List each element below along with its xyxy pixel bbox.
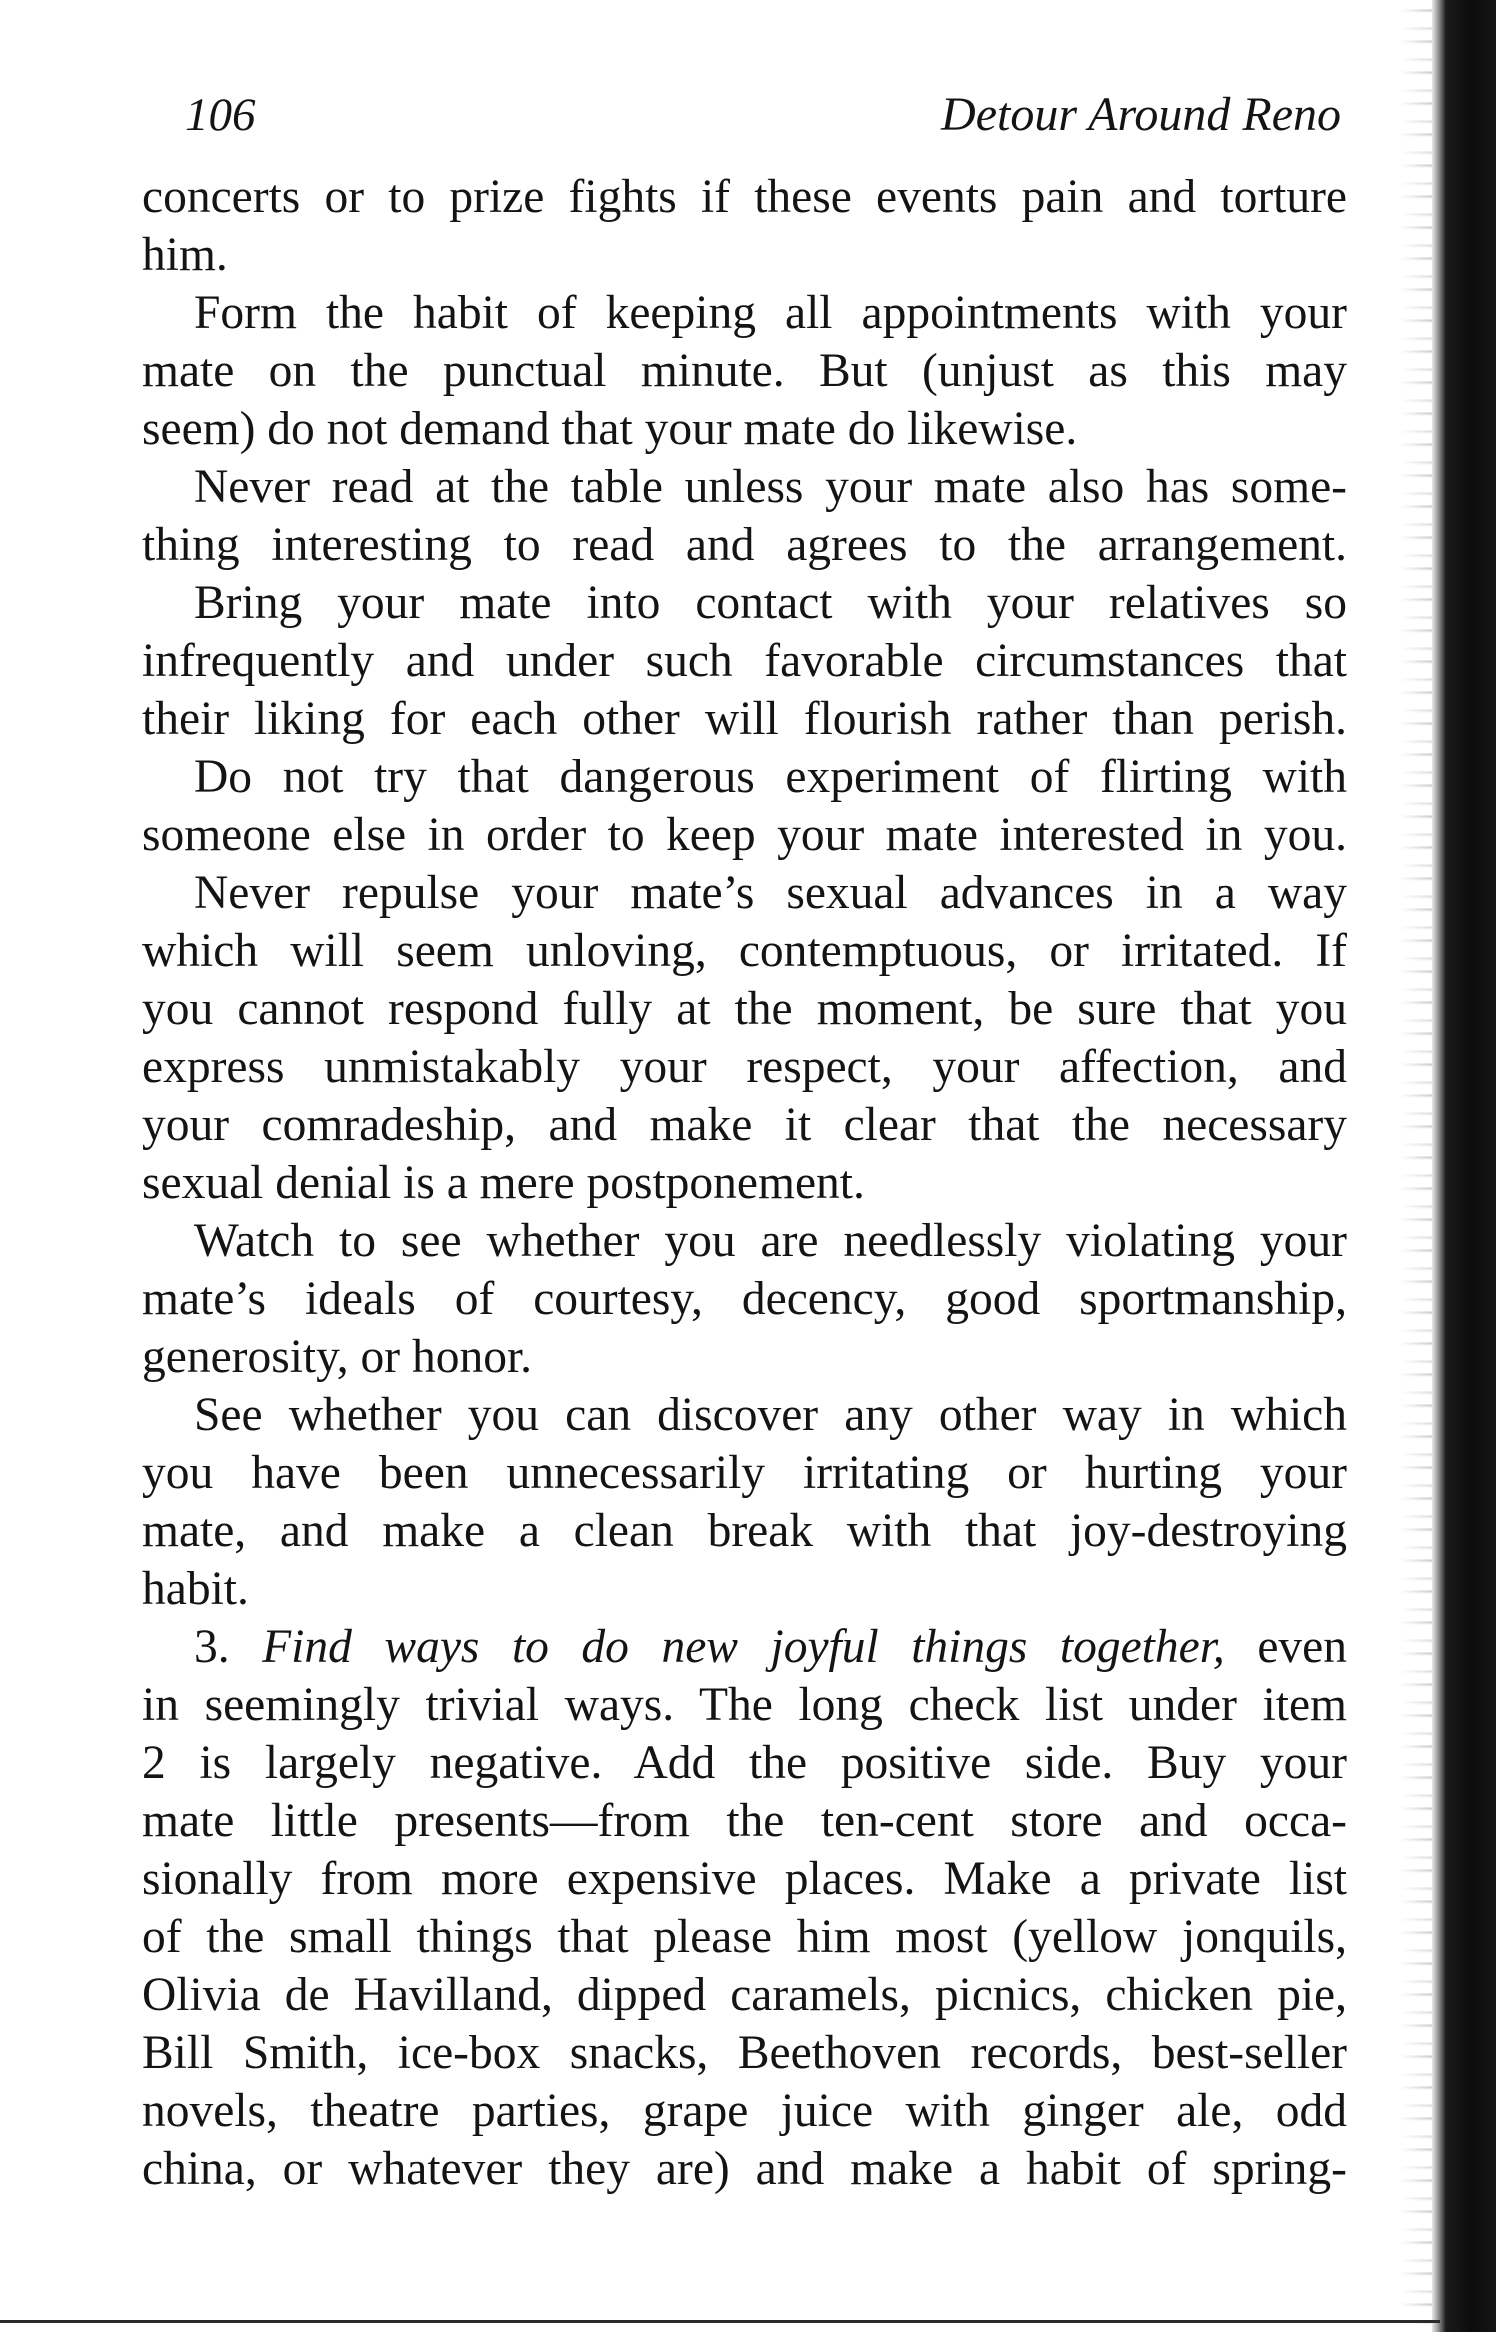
text-line: infrequently and under such favorable circumstances that bbox=[142, 635, 1347, 687]
text-line: mate, and make a clean break with that joy-destroying bbox=[142, 1505, 1347, 1557]
text-line: habit. bbox=[142, 1563, 249, 1615]
text-line: you have been unnecessarily irritating or hurting your bbox=[142, 1447, 1347, 1499]
running-head: Detour Around Reno bbox=[941, 88, 1341, 141]
text-line: which will seem unloving, contemptuous, or irritated. If bbox=[142, 925, 1347, 977]
text-line: Olivia de Havilland, dipped caramels, picnics, chicken pie, bbox=[142, 1969, 1347, 2021]
text-line: mate little presents—from the ten-cent store and occa- bbox=[142, 1795, 1347, 1847]
text-line: Watch to see whether you are needlessly violating your bbox=[194, 1215, 1347, 1267]
text-line bbox=[142, 1618, 1347, 1676]
text-line: express unmistakably your respect, your affection, and bbox=[142, 1041, 1347, 1093]
text-line: See whether you can discover any other way in which bbox=[194, 1389, 1347, 1441]
page-number: 106 bbox=[185, 89, 256, 141]
text-line: mate’s ideals of courtesy, decency, good sportmanship, bbox=[142, 1273, 1347, 1325]
text-line: Form the habit of keeping all appointments with your bbox=[194, 287, 1347, 339]
text-line: someone else in order to keep your mate interested in you. bbox=[142, 809, 1347, 861]
text-line: Never repulse your mate’s sexual advances in a way bbox=[194, 867, 1347, 919]
text-line: novels, theatre parties, grape juice with ginger ale, odd bbox=[142, 2085, 1347, 2137]
text-line: generosity, or honor. bbox=[142, 1331, 533, 1383]
text-fragment: even bbox=[1257, 1621, 1348, 1673]
text-line: sexual denial is a mere postponement. bbox=[142, 1157, 865, 1209]
text-line: your comradeship, and make it clear that the necessary bbox=[142, 1099, 1347, 1151]
text-line: of the small things that please him most (yellow jonquils, bbox=[142, 1911, 1347, 1963]
text-line: mate on the punctual minute. But (unjust as this may bbox=[142, 345, 1347, 397]
text-line: sionally from more expensive places. Make a private list bbox=[142, 1853, 1347, 1905]
text-line: Bring your mate into contact with your relatives so bbox=[194, 577, 1347, 629]
item-number: 3. bbox=[194, 1621, 230, 1673]
text-line: Bill Smith, ice-box snacks, Beethoven records, best-seller bbox=[142, 2027, 1347, 2079]
text-line: thing interesting to read and agrees to the arrangement. bbox=[142, 519, 1347, 571]
text-line: seem) do not demand that your mate do likewise. bbox=[142, 403, 1078, 455]
bottom-edge-line bbox=[0, 2320, 1440, 2323]
item-heading: Find ways to do new joyful things together, bbox=[262, 1621, 1225, 1673]
text-line: Do not try that dangerous experiment of flirting with bbox=[194, 751, 1347, 803]
text-line: Never read at the table unless your mate also has some- bbox=[194, 461, 1347, 513]
scan-edge-shadow bbox=[1432, 0, 1496, 2332]
text-line: him. bbox=[142, 229, 228, 281]
page-header bbox=[185, 80, 1341, 150]
text-line: china, or whatever they are) and make a habit of spring- bbox=[142, 2143, 1347, 2195]
text-line: 2 is largely negative. Add the positive side. Buy your bbox=[142, 1737, 1347, 1789]
text-line: their liking for each other will flourish rather than perish. bbox=[142, 693, 1347, 745]
text-line: in seemingly trivial ways. The long check list under item bbox=[142, 1679, 1347, 1731]
body-text bbox=[142, 168, 1347, 2198]
text-line: you cannot respond fully at the moment, be sure that you bbox=[142, 983, 1347, 1035]
text-line: concerts or to prize fights if these events pain and torture bbox=[142, 171, 1347, 223]
